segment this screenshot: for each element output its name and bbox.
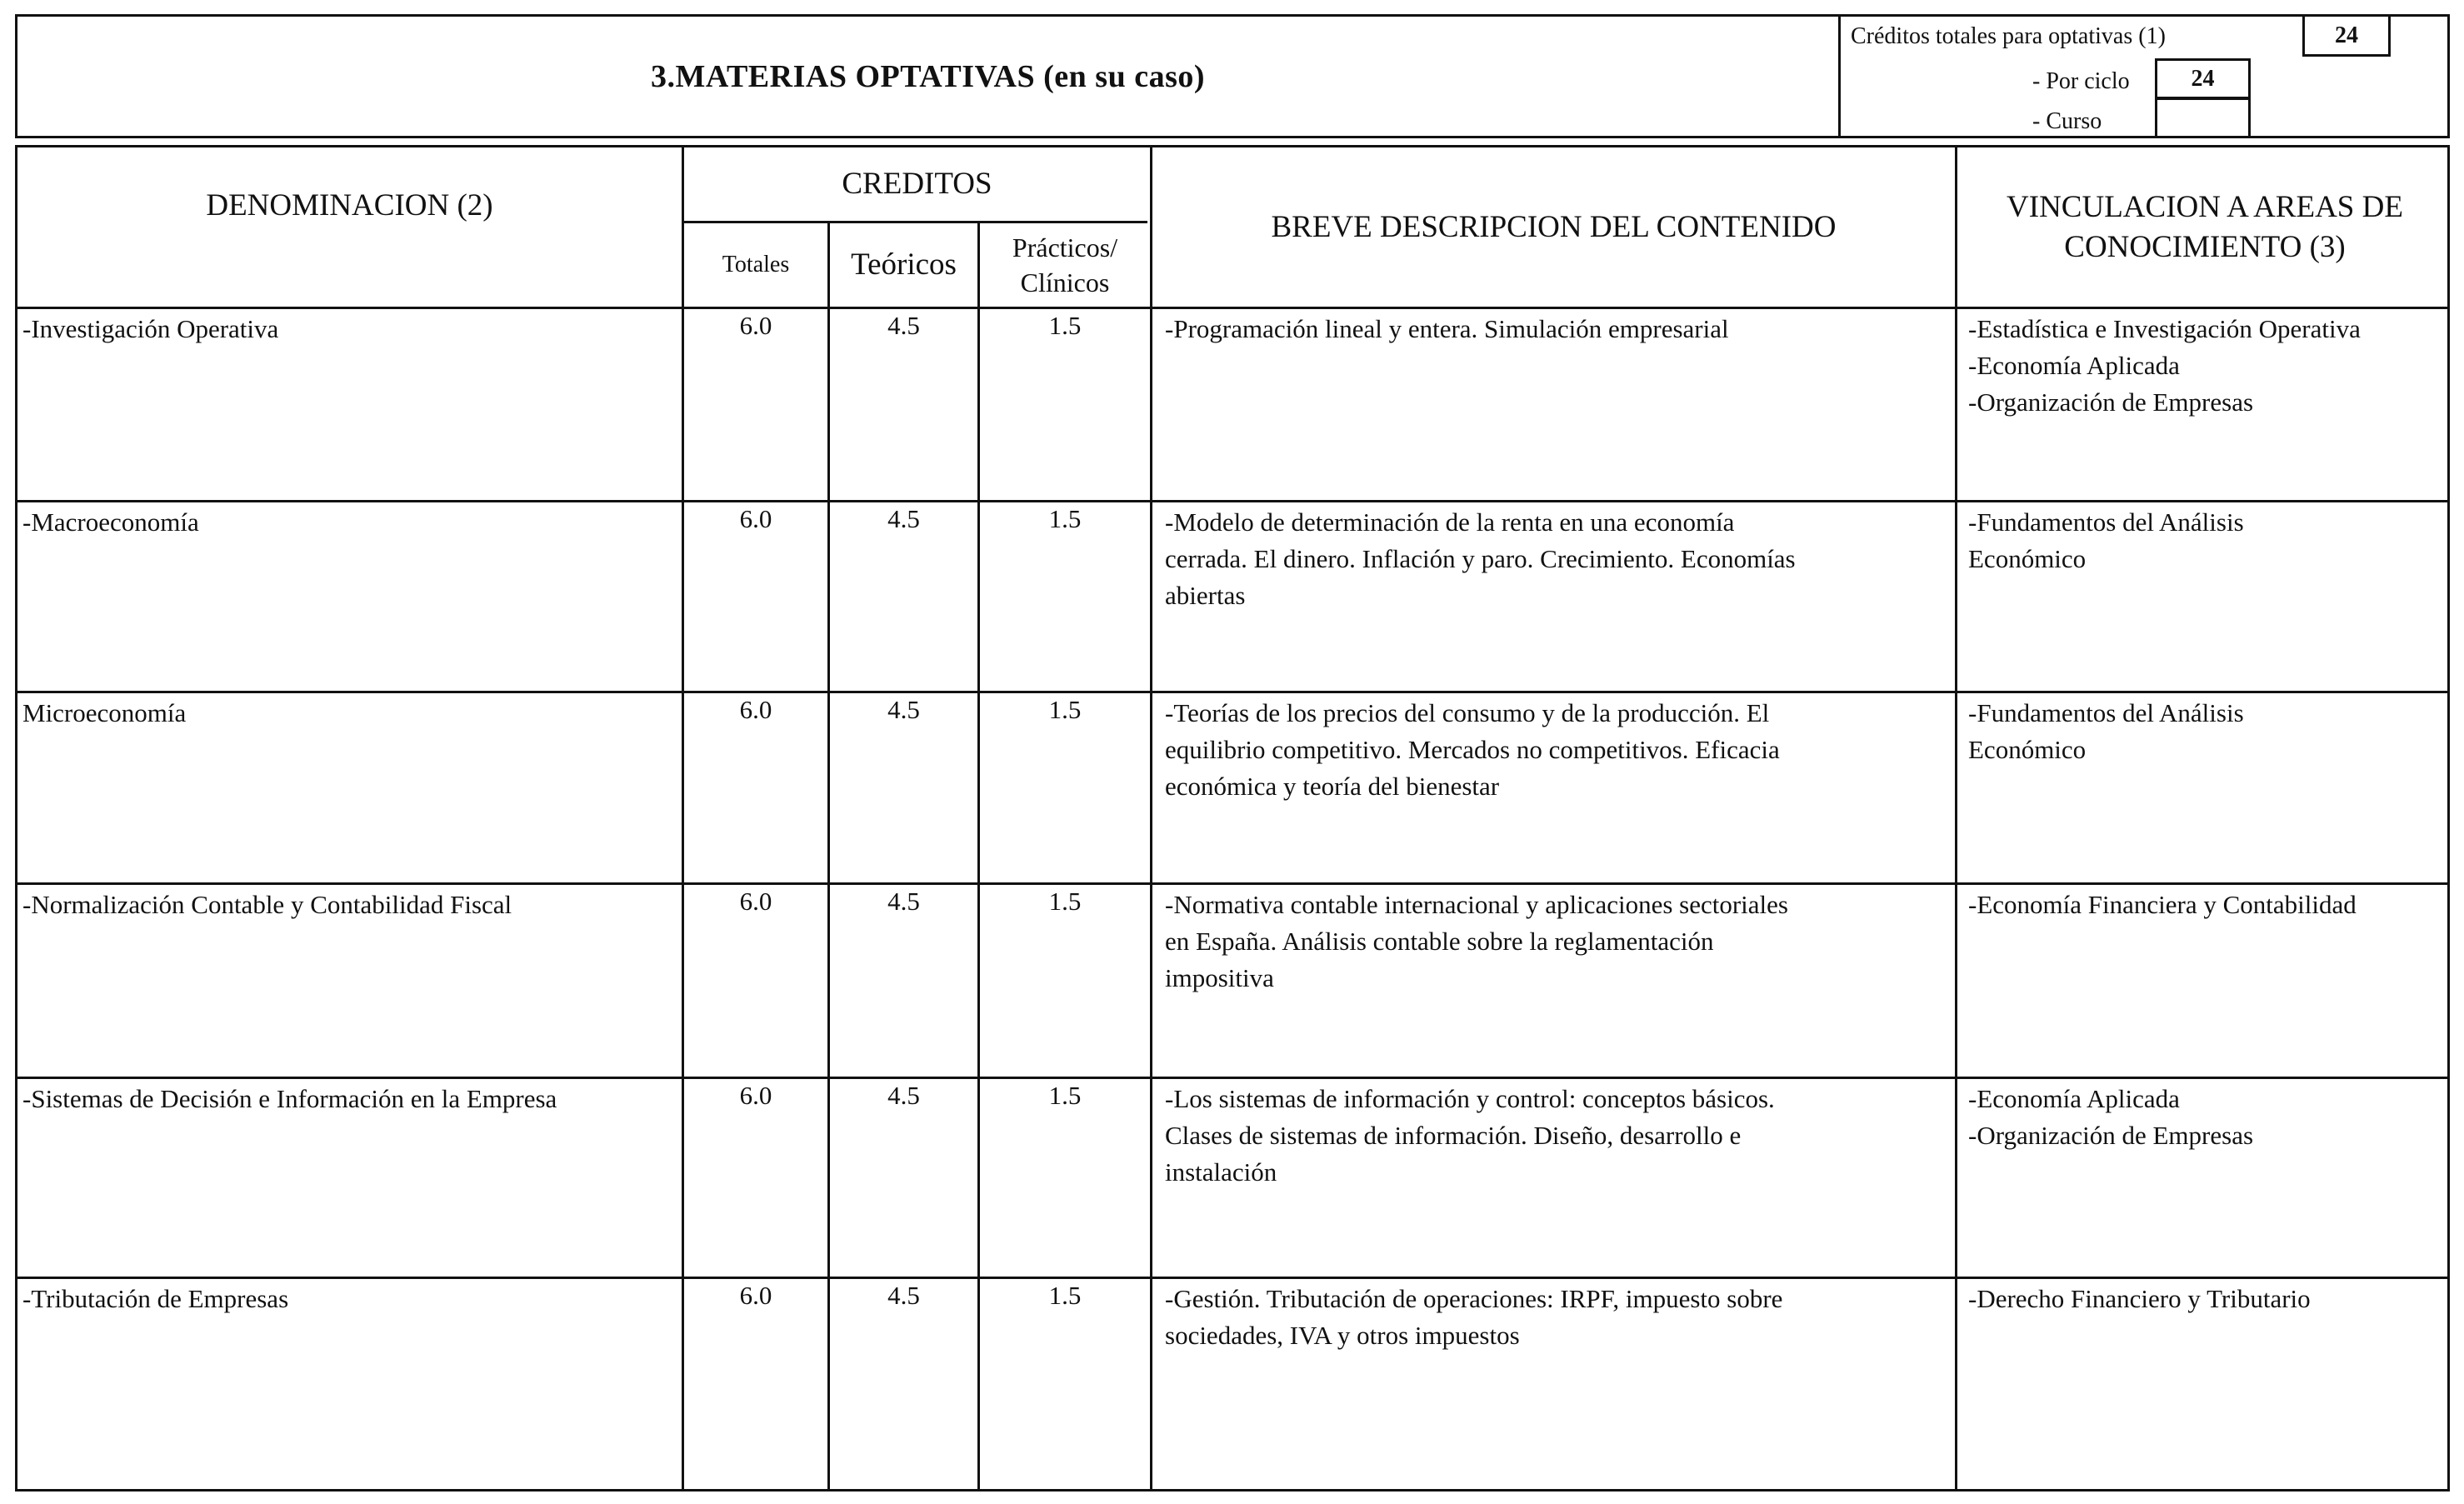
col-divider (1150, 147, 1152, 1489)
curso-label: - Curso (2032, 108, 2102, 134)
row-name: -Sistemas de Decisión e Información en la Empresa (22, 1084, 557, 1113)
por-ciclo-label: - Por ciclo (2032, 68, 2130, 94)
header-creditos: CREDITOS (842, 167, 992, 201)
row-divider (17, 691, 2447, 693)
row-totales: 6.0 (739, 504, 772, 533)
header-practicos (980, 223, 1150, 307)
row-name: -Investigación Operativa (22, 314, 279, 343)
row-teoricos: 4.5 (887, 1081, 920, 1110)
row-practicos: 1.5 (1048, 504, 1082, 533)
header-teoricos: Teóricos (851, 247, 957, 282)
row-description: -Teorías de los precios del consumo y de la producción. El equilibrio competitivo. Mercados no competitivos. Eficacia económica y teoría del bienestar (1165, 698, 1780, 801)
header-vinculacion (1957, 147, 2452, 307)
title-divider (1838, 17, 1841, 136)
row-description: -Los sistemas de información y control: conceptos básicos. Clases de sistemas de información. Diseño, desarrollo e instalación (1165, 1084, 1775, 1187)
row-practicos: 1.5 (1048, 311, 1082, 340)
row-totales: 6.0 (739, 887, 772, 916)
title-box (15, 14, 2450, 138)
row-name: -Macroeconomía (22, 507, 199, 537)
row-areas: -Estadística e Investigación Operativa -Economía Aplicada -Organización de Empresas (1968, 314, 2361, 417)
row-description: -Programación lineal y entera. Simulación empresarial (1165, 314, 1729, 343)
row-name: -Tributación de Empresas (22, 1284, 289, 1313)
row-teoricos: 4.5 (887, 504, 920, 533)
header-practicos-line1: Prácticos/ (1012, 232, 1118, 262)
creditos-totales-label: Créditos totales para optativas (1) (1851, 23, 2166, 49)
curso-value (2155, 97, 2251, 138)
row-teoricos: 4.5 (887, 887, 920, 916)
materias-table (15, 145, 2450, 1492)
row-name: Microeconomía (22, 698, 187, 727)
row-divider (17, 1077, 2447, 1079)
row-areas: -Fundamentos del Análisis Económico (1968, 507, 2244, 573)
header-descripcion: BREVE DESCRIPCION DEL CONTENIDO (1271, 209, 1837, 244)
row-divider (17, 500, 2447, 502)
row-areas: -Economía Financiera y Contabilidad (1968, 890, 2357, 919)
row-teoricos: 4.5 (887, 695, 920, 724)
row-teoricos: 4.5 (887, 311, 920, 340)
row-teoricos: 4.5 (887, 1281, 920, 1310)
row-areas: -Derecho Financiero y Tributario (1968, 1284, 2311, 1313)
header-practicos-line2: Clínicos (1020, 267, 1110, 297)
row-divider (17, 1277, 2447, 1279)
row-practicos: 1.5 (1048, 1281, 1082, 1310)
header-divider (17, 307, 2447, 309)
por-ciclo-value: 24 (2155, 58, 2251, 99)
row-areas: -Fundamentos del Análisis Económico (1968, 698, 2244, 764)
page-title: 3.MATERIAS OPTATIVAS (en su caso) (650, 58, 1206, 94)
creditos-totales-value: 24 (2302, 14, 2391, 57)
row-totales: 6.0 (739, 695, 772, 724)
row-practicos: 1.5 (1048, 695, 1082, 724)
row-totales: 6.0 (739, 1081, 772, 1110)
header-denominacion: DENOMINACION (2) (206, 188, 493, 222)
row-name: -Normalización Contable y Contabilidad Fiscal (22, 890, 512, 919)
header-vinculacion-line2: CONOCIMIENTO (3) (2064, 229, 2346, 264)
row-description: -Modelo de determinación de la renta en una economía cerrada. El dinero. Inflación y paro. Crecimiento. Economías abiertas (1165, 507, 1796, 610)
header-vinculacion-line1: VINCULACION A AREAS DE (2007, 189, 2403, 224)
header-totales: Totales (722, 252, 790, 277)
row-totales: 6.0 (739, 311, 772, 340)
row-description: -Gestión. Tributación de operaciones: IRPF, impuesto sobre sociedades, IVA y otros impuestos (1165, 1284, 1783, 1350)
row-description: -Normativa contable internacional y aplicaciones sectoriales en España. Análisis contable sobre la reglamentación impositiva (1165, 890, 1788, 992)
row-practicos: 1.5 (1048, 1081, 1082, 1110)
row-practicos: 1.5 (1048, 887, 1082, 916)
row-areas: -Economía Aplicada -Organización de Empresas (1968, 1084, 2254, 1150)
row-divider (17, 882, 2447, 885)
row-totales: 6.0 (739, 1281, 772, 1310)
